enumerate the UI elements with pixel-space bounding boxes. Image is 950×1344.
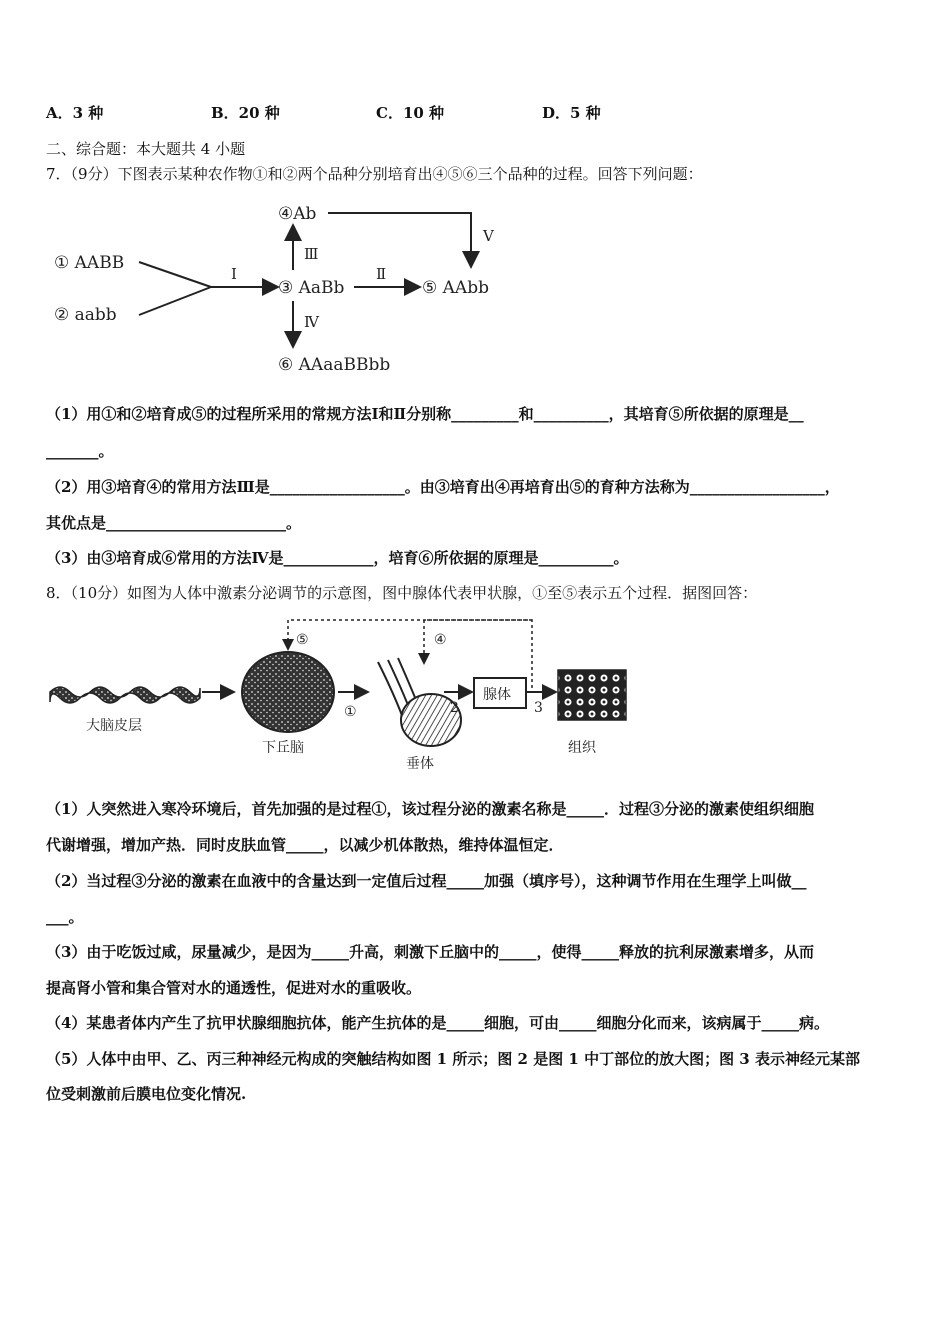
q7-sub1-line1: （1）用①和②培育成⑤的过程所采用的常规方法Ⅰ和Ⅱ分别称_________和__________，其培育⑤所依据的原理是__ xyxy=(46,405,804,423)
q7-sub1-line2: _______。 xyxy=(46,442,114,460)
q8-sub5-line2: 位受刺激前后膜电位变化情况. xyxy=(46,1085,247,1103)
process-4-label: ④ xyxy=(434,632,447,648)
option-d: D．5 种 xyxy=(542,104,601,122)
option-a: A．3 种 xyxy=(46,104,104,122)
q7-breeding-diagram xyxy=(46,195,566,380)
q7-cross-line-2 xyxy=(139,287,211,315)
q8-sub4: （4）某患者体内产生了抗甲状腺细胞抗体，能产生抗体的是_____细胞，可由_____细胞分化而来，该病属于_____病。 xyxy=(46,1014,829,1032)
cerebral-cortex-shape xyxy=(50,687,200,703)
hypothalamus-label: 下丘脑 xyxy=(262,740,304,756)
q7-node-3: ③ AaBb xyxy=(278,278,345,298)
q8-sub2-line1: （2）当过程③分泌的激素在血液中的含量达到一定值后过程_____加强（填序号），这种调节作用在生理学上叫做__ xyxy=(46,872,807,890)
q7-label-II: Ⅱ xyxy=(376,265,387,283)
q7-sub2-line2: 其优点是________________________。 xyxy=(46,514,302,532)
q8-sub1-line2: 代谢增强，增加产热．同时皮肤血管_____，以减少机体散热，维持体温恒定． xyxy=(46,836,564,854)
q8-sub3-line2: 提高肾小管和集合管对水的通透性，促进对水的重吸收。 xyxy=(46,979,422,997)
q7-node-5: ⑤ AAbb xyxy=(422,278,489,298)
pituitary-label: 垂体 xyxy=(406,756,434,772)
q8-stem: 8．（10分）如图为人体中激素分泌调节的示意图，图中腺体代表甲状腺，①至⑤表示五个过程．据图回答： xyxy=(46,584,758,602)
q7-sub3: （3）由③培育成⑥常用的方法Ⅳ是____________，培育⑥所依据的原理是__________。 xyxy=(46,549,629,567)
q8-sub5-line1: （5）人体中由甲、乙、丙三种神经元构成的突触结构如图 1 所示；图 2 是图 1 中丁部位的放大图；图 3 表示神经元某部 xyxy=(46,1050,860,1068)
q7-node-4: ④Ab xyxy=(278,204,317,224)
q7-arrow-V xyxy=(328,213,471,265)
q7-node-6: ⑥ AAaaBBbb xyxy=(278,355,391,375)
q8-sub3-line1: （3）由于吃饭过咸，尿量减少，是因为_____升高，刺激下丘脑中的_____，使得_____释放的抗利尿激素增多，从而 xyxy=(46,943,814,961)
process-5-label: ⑤ xyxy=(296,632,309,648)
cortex-label: 大脑皮层 xyxy=(86,718,142,734)
tissue-shape xyxy=(558,670,626,720)
q7-label-III: Ⅲ xyxy=(304,245,319,263)
option-c: C．10 种 xyxy=(376,104,445,122)
q8-sub2-line2: ___。 xyxy=(46,908,84,926)
gland-label: 腺体 xyxy=(483,687,511,703)
q7-stem: 7．（9分）下图表示某种农作物①和②两个品种分别培育出④⑤⑥三个品种的过程。回答下列问题： xyxy=(46,165,703,183)
process-1-label: ① xyxy=(344,704,357,720)
hypothalamus-shape xyxy=(242,652,334,732)
option-b: B．20 种 xyxy=(211,104,280,122)
q8-sub1-line1: （1）人突然进入寒冷环境后，首先加强的是过程①，该过程分泌的激素名称是_____．过程③分泌的激素使组织细胞 xyxy=(46,800,814,818)
section-title: 二、综合题：本大题共 4 小题 xyxy=(46,140,246,158)
q7-sub2-line1: （2）用③培育④的常用方法Ⅲ是__________________。由③培育出④再培育出⑤的育种方法称为__________________， xyxy=(46,478,840,496)
q7-label-I: Ⅰ xyxy=(231,265,237,283)
q7-label-IV: Ⅳ xyxy=(304,313,319,331)
q7-label-V: Ⅴ xyxy=(483,227,494,245)
tissue-label: 组织 xyxy=(568,740,596,756)
q7-parent-1: ① AABB xyxy=(54,253,125,273)
q7-cross-line-1 xyxy=(139,262,211,287)
q7-parent-2: ② aabb xyxy=(54,305,117,325)
process-3-label: 3 xyxy=(534,700,543,716)
q8-hormone-diagram xyxy=(46,612,646,772)
process-2-label: 2 xyxy=(450,700,459,716)
